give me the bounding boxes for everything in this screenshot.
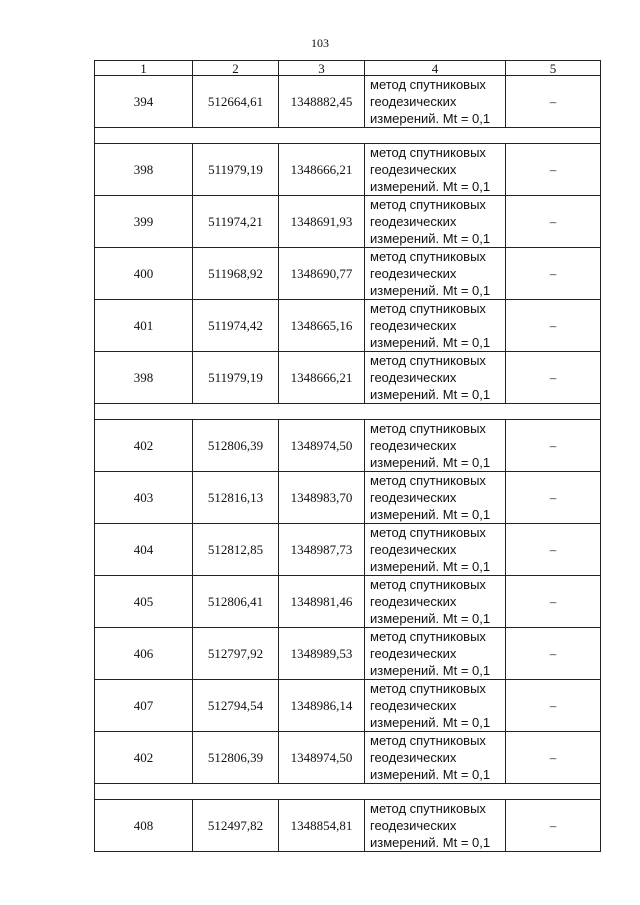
method-line: метод спутниковых (370, 77, 486, 92)
method-line: метод спутниковых (370, 733, 486, 748)
method-line: геодезических (370, 594, 457, 609)
point-number-cell: 402 (95, 420, 193, 472)
method-line: геодезических (370, 318, 457, 333)
y-coordinate-cell: 1348986,14 (279, 680, 365, 732)
point-number-cell: 407 (95, 680, 193, 732)
header-cell-5: 5 (506, 61, 601, 76)
method-line: метод спутниковых (370, 145, 486, 160)
method-line: метод спутниковых (370, 197, 486, 212)
method-cell (365, 420, 506, 472)
method-cell (365, 76, 506, 128)
method-line: измерений. Mt = 0,1 (370, 611, 491, 626)
method-cell (365, 300, 506, 352)
description-cell: – (506, 144, 601, 196)
y-coordinate-cell: 1348983,70 (279, 472, 365, 524)
method-line: измерений. Mt = 0,1 (370, 231, 491, 246)
y-coordinate-cell: 1348974,50 (279, 732, 365, 784)
table-spacer-row (95, 784, 601, 800)
method-line: геодезических (370, 750, 457, 765)
table-row (95, 680, 601, 732)
description-cell: – (506, 248, 601, 300)
method-line: геодезических (370, 490, 457, 505)
x-coordinate-cell: 512794,54 (193, 680, 279, 732)
table-row (95, 800, 601, 852)
table-row (95, 352, 601, 404)
x-coordinate-cell: 512806,41 (193, 576, 279, 628)
y-coordinate-cell: 1348666,21 (279, 144, 365, 196)
point-number-cell: 399 (95, 196, 193, 248)
point-number-cell: 403 (95, 472, 193, 524)
method-line: измерений. Mt = 0,1 (370, 179, 491, 194)
point-number-cell: 406 (95, 628, 193, 680)
method-line: метод спутниковых (370, 801, 486, 816)
method-cell (365, 248, 506, 300)
header-cell-4: 4 (365, 61, 506, 76)
table-body (95, 61, 601, 852)
method-line: измерений. Mt = 0,1 (370, 387, 491, 402)
method-line: метод спутниковых (370, 353, 486, 368)
method-cell (365, 576, 506, 628)
method-cell (365, 800, 506, 852)
x-coordinate-cell: 511974,42 (193, 300, 279, 352)
method-cell (365, 628, 506, 680)
x-coordinate-cell: 512816,13 (193, 472, 279, 524)
method-line: геодезических (370, 542, 457, 557)
description-cell: – (506, 800, 601, 852)
method-line: измерений. Mt = 0,1 (370, 559, 491, 574)
y-coordinate-cell: 1348691,93 (279, 196, 365, 248)
description-cell: – (506, 472, 601, 524)
x-coordinate-cell: 512806,39 (193, 732, 279, 784)
table-row (95, 628, 601, 680)
method-line: геодезических (370, 94, 457, 109)
y-coordinate-cell: 1348690,77 (279, 248, 365, 300)
method-line: геодезических (370, 370, 457, 385)
y-coordinate-cell: 1348666,21 (279, 352, 365, 404)
x-coordinate-cell: 512806,39 (193, 420, 279, 472)
point-number-cell: 408 (95, 800, 193, 852)
point-number-cell: 404 (95, 524, 193, 576)
table-row (95, 732, 601, 784)
point-number-cell: 398 (95, 144, 193, 196)
spacer-cell (95, 404, 601, 420)
y-coordinate-cell: 1348981,46 (279, 576, 365, 628)
header-cell-3: 3 (279, 61, 365, 76)
method-line: метод спутниковых (370, 629, 486, 644)
table-row (95, 144, 601, 196)
method-line: метод спутниковых (370, 421, 486, 436)
point-number-cell: 405 (95, 576, 193, 628)
table-spacer-row (95, 128, 601, 144)
method-line: измерений. Mt = 0,1 (370, 663, 491, 678)
table-row (95, 420, 601, 472)
method-line: измерений. Mt = 0,1 (370, 111, 491, 126)
y-coordinate-cell: 1348882,45 (279, 76, 365, 128)
method-cell (365, 144, 506, 196)
header-cell-2: 2 (193, 61, 279, 76)
method-cell (365, 196, 506, 248)
x-coordinate-cell: 512664,61 (193, 76, 279, 128)
method-line: измерений. Mt = 0,1 (370, 507, 491, 522)
method-line: геодезических (370, 698, 457, 713)
description-cell: – (506, 576, 601, 628)
description-cell: – (506, 732, 601, 784)
method-line: геодезических (370, 162, 457, 177)
point-number-cell: 398 (95, 352, 193, 404)
description-cell: – (506, 680, 601, 732)
y-coordinate-cell: 1348854,81 (279, 800, 365, 852)
method-line: измерений. Mt = 0,1 (370, 283, 491, 298)
x-coordinate-cell: 511974,21 (193, 196, 279, 248)
description-cell: – (506, 196, 601, 248)
method-line: геодезических (370, 438, 457, 453)
y-coordinate-cell: 1348974,50 (279, 420, 365, 472)
method-line: измерений. Mt = 0,1 (370, 335, 491, 350)
table-row (95, 196, 601, 248)
table-spacer-row (95, 404, 601, 420)
x-coordinate-cell: 512797,92 (193, 628, 279, 680)
method-line: геодезических (370, 266, 457, 281)
method-line: метод спутниковых (370, 301, 486, 316)
x-coordinate-cell: 511979,19 (193, 144, 279, 196)
table-row (95, 248, 601, 300)
description-cell: – (506, 300, 601, 352)
description-cell: – (506, 76, 601, 128)
description-cell: – (506, 628, 601, 680)
x-coordinate-cell: 511968,92 (193, 248, 279, 300)
method-line: геодезических (370, 646, 457, 661)
method-cell (365, 352, 506, 404)
method-line: измерений. Mt = 0,1 (370, 835, 491, 850)
x-coordinate-cell: 512812,85 (193, 524, 279, 576)
table-header-row (95, 61, 601, 76)
y-coordinate-cell: 1348987,73 (279, 524, 365, 576)
method-line: геодезических (370, 214, 457, 229)
y-coordinate-cell: 1348665,16 (279, 300, 365, 352)
method-cell (365, 732, 506, 784)
table-row (95, 300, 601, 352)
method-cell (365, 472, 506, 524)
method-line: метод спутниковых (370, 577, 486, 592)
description-cell: – (506, 352, 601, 404)
table-row (95, 76, 601, 128)
method-line: метод спутниковых (370, 473, 486, 488)
page-number: 103 (311, 36, 329, 50)
method-line: геодезических (370, 818, 457, 833)
point-number-cell: 400 (95, 248, 193, 300)
spacer-cell (95, 128, 601, 144)
y-coordinate-cell: 1348989,53 (279, 628, 365, 680)
method-line: измерений. Mt = 0,1 (370, 455, 491, 470)
spacer-cell (95, 784, 601, 800)
header-cell-1: 1 (95, 61, 193, 76)
point-number-cell: 402 (95, 732, 193, 784)
method-line: измерений. Mt = 0,1 (370, 767, 491, 782)
table-row (95, 576, 601, 628)
description-cell: – (506, 524, 601, 576)
method-line: метод спутниковых (370, 681, 486, 696)
x-coordinate-cell: 512497,82 (193, 800, 279, 852)
method-line: метод спутниковых (370, 249, 486, 264)
table-row (95, 472, 601, 524)
method-line: измерений. Mt = 0,1 (370, 715, 491, 730)
method-cell (365, 524, 506, 576)
method-cell (365, 680, 506, 732)
x-coordinate-cell: 511979,19 (193, 352, 279, 404)
point-number-cell: 401 (95, 300, 193, 352)
point-number-cell: 394 (95, 76, 193, 128)
method-line: метод спутниковых (370, 525, 486, 540)
coordinates-table (94, 60, 601, 852)
description-cell: – (506, 420, 601, 472)
table-row (95, 524, 601, 576)
